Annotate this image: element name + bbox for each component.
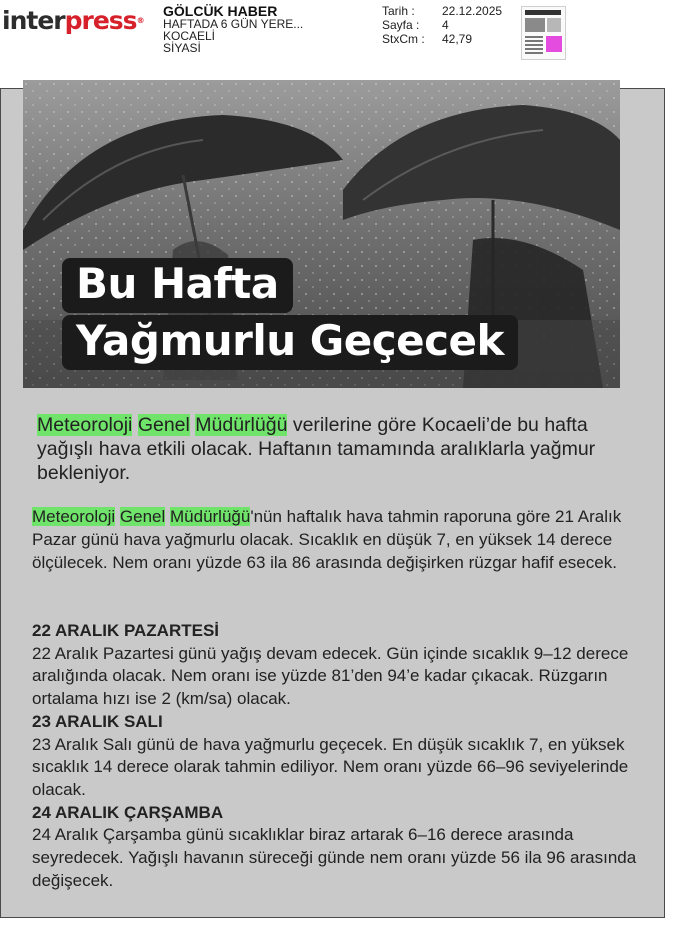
section-heading-wednesday: 24 ARALIK ÇARŞAMBA: [32, 802, 224, 822]
article-short-title: HAFTADA 6 GÜN YERE...: [163, 17, 304, 31]
article-lead: Meteoroloji Genel Müdürlüğü verilerine göre Kocaeli’de bu hafta yağışlı hava etkili olacak. Haftanın tamamında aralıklarla yağmur bekleniyor.: [37, 414, 596, 484]
section-text-wednesday: 24 Aralık Çarşamba günü sıcaklıklar biraz artarak 6–16 derece arasında seyredecek. Yağışlı havanın süreceği günde nem oranı yüzde 56 ila 96 arasında değişecek.: [32, 825, 637, 890]
article-headline: [62, 258, 622, 370]
date-row: Tarih : 22.12.2025: [382, 4, 503, 18]
article-intro-paragraph: Meteoroloji Genel Müdürlüğü'nün haftalık hava tahmin raporuna göre 21 Aralık Pazar günü hava yağmurlu olacak. Sıcaklık en düşük 7, en yüksek 14 derece ölçülecek. Nem oranı yüzde 63 ila 86 arasında değişirken rüzgar hafif esecek.: [32, 507, 622, 572]
section-heading-monday: 22 ARALIK PAZARTESİ: [32, 621, 220, 640]
region-label: KOCAELİ: [163, 29, 216, 43]
date-value: 22.12.2025: [442, 4, 503, 18]
forecast-sections: [32, 620, 652, 892]
category-label: SİYASİ: [163, 41, 201, 55]
section-text-tuesday: 23 Aralık Salı günü de hava yağmurlu geçecek. En düşük sıcaklık 7, en yüksek sıcaklık 14 derece olarak tahmin ediliyor. Nem oranı yüzde 66–96 seviyelerinde olacak.: [32, 734, 629, 799]
page-row: Sayfa : 4: [382, 18, 449, 32]
publication-name: GÖLCÜK HABER: [163, 3, 278, 19]
clip-metadata: [382, 4, 522, 46]
stxcm-row: StxCm : 42,79: [382, 32, 473, 46]
section-heading-tuesday: 23 ARALIK SALI: [32, 711, 163, 731]
page-thumbnail[interactable]: [521, 6, 566, 60]
headline-line-1: Bu Hafta: [62, 258, 293, 313]
page-value: 4: [442, 18, 449, 32]
publication-info: [163, 4, 363, 54]
interpress-logo: interpress®: [2, 6, 144, 35]
section-text-monday: 22 Aralık Pazartesi günü yağış devam edecek. Gün içinde sıcaklık 9–12 derece aralığında olacak. Nem oranı ise yüzde 81’den 94’e kadar çıkacak. Rüzgarın ortalama hızı ise 2 (km/sa) olacak.: [32, 643, 629, 709]
headline-line-2: Yağmurlu Geçecek: [62, 315, 518, 370]
stxcm-value: 42,79: [442, 32, 473, 46]
